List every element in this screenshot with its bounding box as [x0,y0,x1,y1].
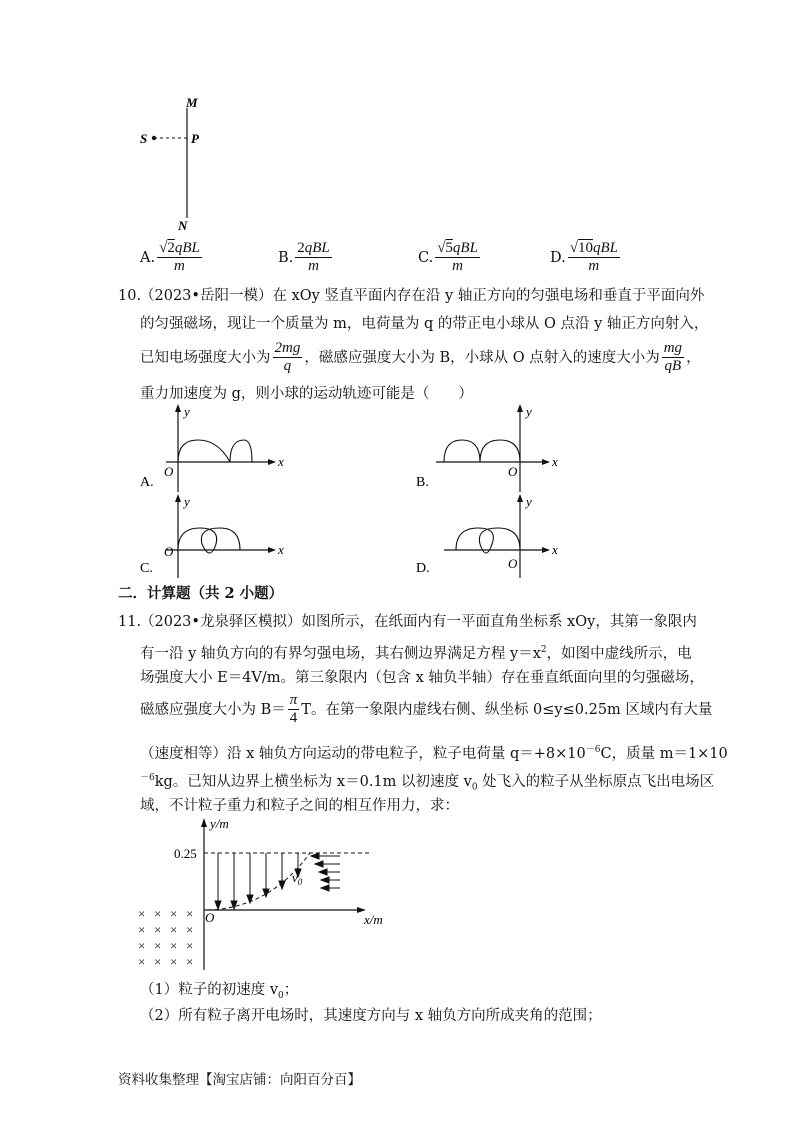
q10-figure-c [140,492,300,578]
trajectory-d [456,528,520,553]
svg-text:×: × [138,938,146,953]
x-axis-label: x/m [364,912,383,927]
svg-text:O: O [164,464,174,479]
label-n: N [178,218,188,233]
q11-line2: 有一沿 y 轴负方向的有界匀强电场，其右侧边界满足方程 $y=x^2$，如图中虚线所示，电 [140,645,692,662]
svg-text:O: O [508,556,518,571]
trajectory-c [178,528,240,553]
q11-sub2: （2）所有粒子离开电场时，其速度方向与 x 轴负方向所成夹角的范围； [140,1008,602,1024]
velocity-fraction: $\frac{mg}{qB}$ [663,340,683,374]
svg-text:×: × [170,922,178,937]
q11-sub1: （1）粒子的初速度 $v_0$； [140,982,299,1001]
svg-text:×: × [154,906,162,921]
footer-text: 资料收集整理【淘宝店铺：向阳百分百】 [118,1072,361,1088]
svg-text:×: × [138,922,146,937]
svg-text:×: × [138,906,146,921]
label-s: S [140,131,148,146]
q11-line7: 域，不计粒子重力和粒子之间的相互作用力，求： [140,798,459,814]
tick-025: 0.25 [174,846,197,861]
origin-label: O [205,910,215,925]
q9-option-d: D. $\frac{\text{√10qBL}}{m}$ [550,240,618,274]
svg-text:×: × [170,954,178,969]
svg-text:×: × [186,954,194,969]
q9-option-b: B. $\frac{\text{2qBL}}{m}$ [278,240,330,274]
svg-text:x: x [552,454,558,469]
svg-text:×: × [154,954,162,969]
q10-option-d-label: D. [416,561,430,576]
q11-line1: （2023•龙泉驿区模拟）如图所示，在纸面内有一平面直角坐标系 xOy，其第一象限内 [140,614,697,630]
q11-line5: （速度相等）沿 x 轴负方向运动的带电粒子，粒子电荷量 $q=+8\times 10^{-6}C$，质量 m＝1×10 [140,745,728,762]
section2-title: 二．计算题（共 2 小题） [118,585,284,602]
trajectory-b [444,440,520,462]
svg-text:×: × [186,906,194,921]
q11-line6: $^{-6}$kg。已知从边界上横坐标为 x＝0.1m 以初速度 $v_0$ 处飞入的粒子从坐标原点飞出电场区 [140,773,715,793]
q11-number: 11. [118,614,142,630]
svg-text:x: x [552,542,558,557]
q11-field-figure [130,812,400,972]
svg-text:×: × [186,922,194,937]
b-field-fraction: $\frac{\pi}{4}$ [289,692,298,726]
svg-text:y: y [526,404,532,419]
svg-text:×: × [138,954,146,969]
b-field-crosses [138,906,193,969]
q10-line1: （2023•岳阳一模）在 xOy 竖直平面内存在沿 y 轴正方向的匀强电场和垂直于平面向外 [140,288,705,304]
svg-text:×: × [154,922,162,937]
svg-text:×: × [186,938,194,953]
label-p: P [191,131,199,146]
particle-arrows [311,853,340,891]
q10-line3: 已知电场强度大小为 $\frac{2mg}{q}$ ，磁感应强度大小为 B，小球从 O 点射入的速度大小为 $\frac{mg}{qB}$ ， [140,340,701,374]
svg-text:y: y [526,494,532,509]
q9-option-c: C. $\frac{\text{√5qBL}}{m}$ [418,240,478,274]
q10-figure-d [416,492,576,578]
svg-text:O: O [164,544,174,559]
mn-figure [130,90,220,235]
q11-line4: 磁感应强度大小为 B＝ $\frac{\pi}{4}$ T。在第一象限内虚线右侧、纵坐标 0≤y≤0.25m 区域内有大量 [140,692,713,726]
e-field-fraction: $\frac{2mg}{q}$ [274,340,301,374]
q10-option-c-label: C. [140,561,153,576]
svg-text:x: x [278,454,284,469]
y-axis-label: y/m [210,816,229,831]
q10-line2: 的匀强磁场，现让一个质量为 m，电荷量为 q 的带正电小球从 O 点沿 y 轴正方向射入， [140,316,709,332]
trajectory-a [178,440,252,462]
svg-text:x: x [278,542,284,557]
q10-line4: 重力加速度为 g，则小球的运动轨迹可能是（ ） [140,386,473,402]
q9-option-a: A. $\frac{\text{√2qBL}}{m}$ [140,240,200,274]
q10-number: 10. [118,288,142,304]
point-s [152,136,156,140]
q10-option-a-label: A. [140,475,154,490]
svg-text:y: y [184,494,190,509]
label-m: M [186,95,198,110]
svg-text:×: × [170,938,178,953]
svg-text:O: O [508,464,518,479]
svg-text:×: × [154,938,162,953]
q10-figure-a [140,402,300,492]
svg-text:×: × [170,906,178,921]
q10-figure-b [416,402,576,492]
q11-line3: 场强度大小 E＝4V/m。第三象限内（包含 x 轴负半轴）存在垂直纸面向里的匀强磁场， [140,670,704,686]
e-field-arrows [215,853,301,909]
v0-label: $v_0$ [292,870,303,887]
q10-option-b-label: B. [416,475,429,490]
svg-text:y: y [184,404,190,419]
